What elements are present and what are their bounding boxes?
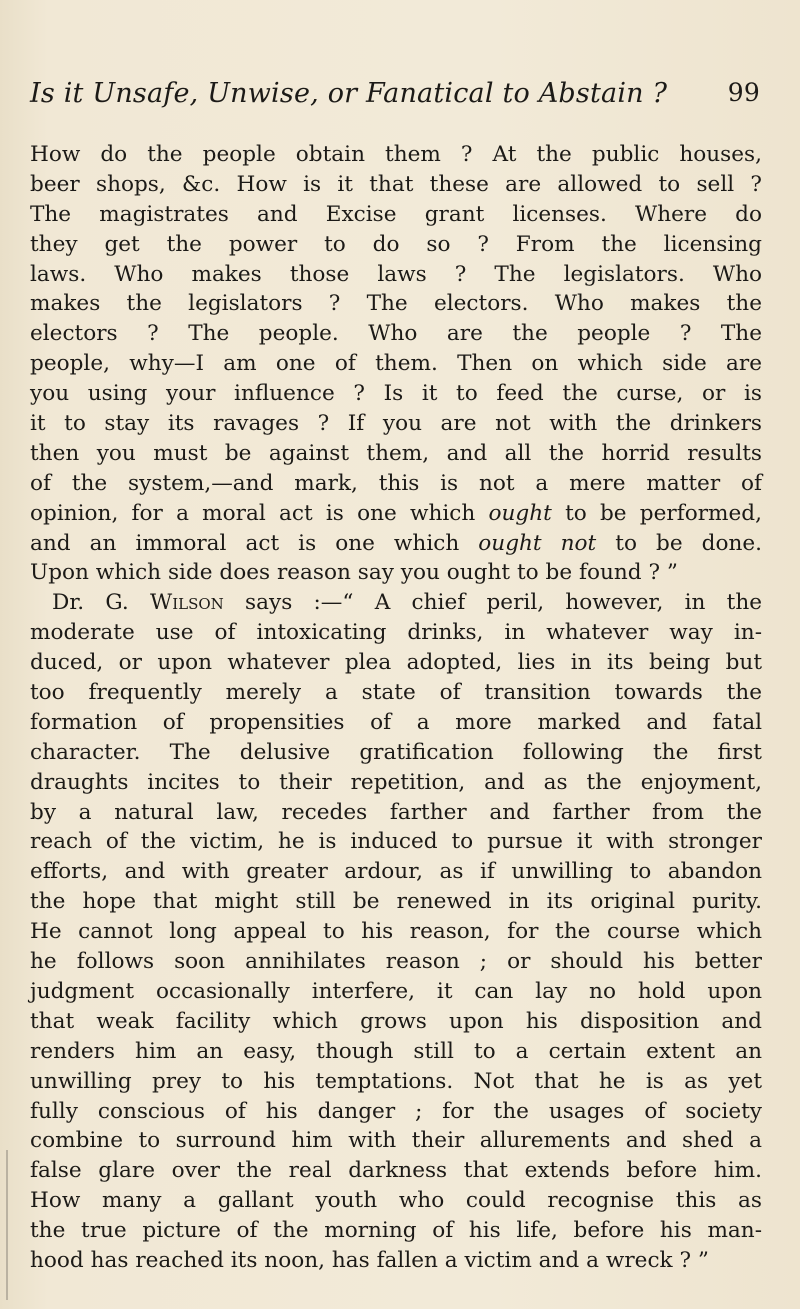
text-line: [30, 529, 762, 559]
text-segment: and an immoral act is one which: [30, 530, 479, 556]
emphasis-ought: ought: [488, 500, 552, 526]
text-segment: Dr. G.: [52, 590, 150, 616]
text-line: moderate use of intoxicating drinks, in whatever way in-: [30, 620, 762, 646]
running-title: Is it Unsafe, Unwise, or Fanatical to Abstain ?: [30, 78, 668, 109]
text-line: [30, 588, 762, 618]
text-line: the hope that might still be renewed in its original purity.: [30, 889, 762, 915]
text-line: efforts, and with greater ardour, as if unwilling to abandon: [30, 859, 762, 885]
page-header: [30, 78, 760, 118]
text-line: you using your influence ? Is it to feed the curse, or is: [30, 381, 762, 407]
paragraph-questions: [30, 140, 762, 588]
text-line: then you must be against them, and all the horrid results: [30, 440, 762, 466]
text-line: unwilling prey to his temptations. Not that he is as yet: [30, 1068, 762, 1094]
text-line: judgment occasionally interfere, it can lay no hold upon: [30, 978, 762, 1004]
text-line: false glare over the real darkness that extends before him.: [30, 1158, 762, 1184]
emphasis-ought-not: ought not: [478, 530, 597, 556]
text-segment: opinion, for a moral act is one which: [30, 500, 489, 526]
text-line: How do the people obtain them ? At the public houses,: [30, 142, 762, 167]
text-line: too frequently merely a state of transition towards the: [30, 680, 762, 706]
text-line: draughts incites to their repetition, and as the enjoyment,: [30, 769, 762, 795]
text-line: makes the legislators ? The electors. Who makes the: [30, 291, 762, 317]
text-line: He cannot long appeal to his reason, for the course which: [30, 919, 762, 945]
text-line: beer shops, &c. How is it that these are allowed to sell ?: [30, 171, 762, 197]
text-line: [30, 499, 762, 529]
text-line: How many a gallant youth who could recognise this as: [30, 1188, 762, 1214]
text-line: Upon which side does reason say you ought to be found ? ”: [30, 560, 678, 586]
text-line: electors ? The people. Who are the people ? The: [30, 321, 762, 347]
text-line: fully conscious of his danger ; for the usages of society: [30, 1098, 762, 1124]
page-number: 99: [727, 78, 760, 107]
text-segment: to be done.: [596, 530, 763, 556]
text-line: by a natural law, recedes farther and farther from the: [30, 799, 762, 825]
page-edge-shadow: [6, 1150, 8, 1300]
text-line: people, why—I am one of them. Then on which side are: [30, 351, 762, 377]
text-line: formation of propensities of a more marked and fatal: [30, 709, 762, 735]
text-line: renders him an easy, though still to a certain extent an: [30, 1038, 762, 1064]
paragraph-wilson-quote: [30, 588, 762, 1275]
text-line: duced, or upon whatever plea adopted, lies in its being but: [30, 650, 762, 676]
text-segment: to be performed,: [551, 500, 762, 526]
text-line: of the system,—and mark, this is not a mere matter of: [30, 470, 762, 496]
text-line: reach of the victim, he is induced to pursue it with stronger: [30, 829, 762, 855]
text-line: he follows soon annihilates reason ; or should his better: [30, 949, 762, 975]
text-line: they get the power to do so ? From the licensing: [30, 231, 762, 257]
text-line: that weak facility which grows upon his disposition and: [30, 1008, 762, 1034]
text-line: the true picture of the morning of his life, before his man-: [30, 1218, 762, 1244]
text-line: hood has reached its noon, has fallen a victim and a wreck ? ”: [30, 1247, 709, 1273]
text-line: laws. Who makes those laws ? The legislators. Who: [30, 261, 762, 287]
text-line: character. The delusive gratification following the first: [30, 739, 762, 765]
body-text: [30, 140, 762, 1276]
text-segment: says :—“ A chief peril, however, in the: [223, 590, 763, 616]
text-line: combine to surround him with their allurements and shed a: [30, 1128, 762, 1154]
author-name: Wilson: [150, 590, 224, 616]
text-line: it to stay its ravages ? If you are not with the drinkers: [30, 411, 762, 437]
text-line: The magistrates and Excise grant licenses. Where do: [30, 201, 762, 227]
